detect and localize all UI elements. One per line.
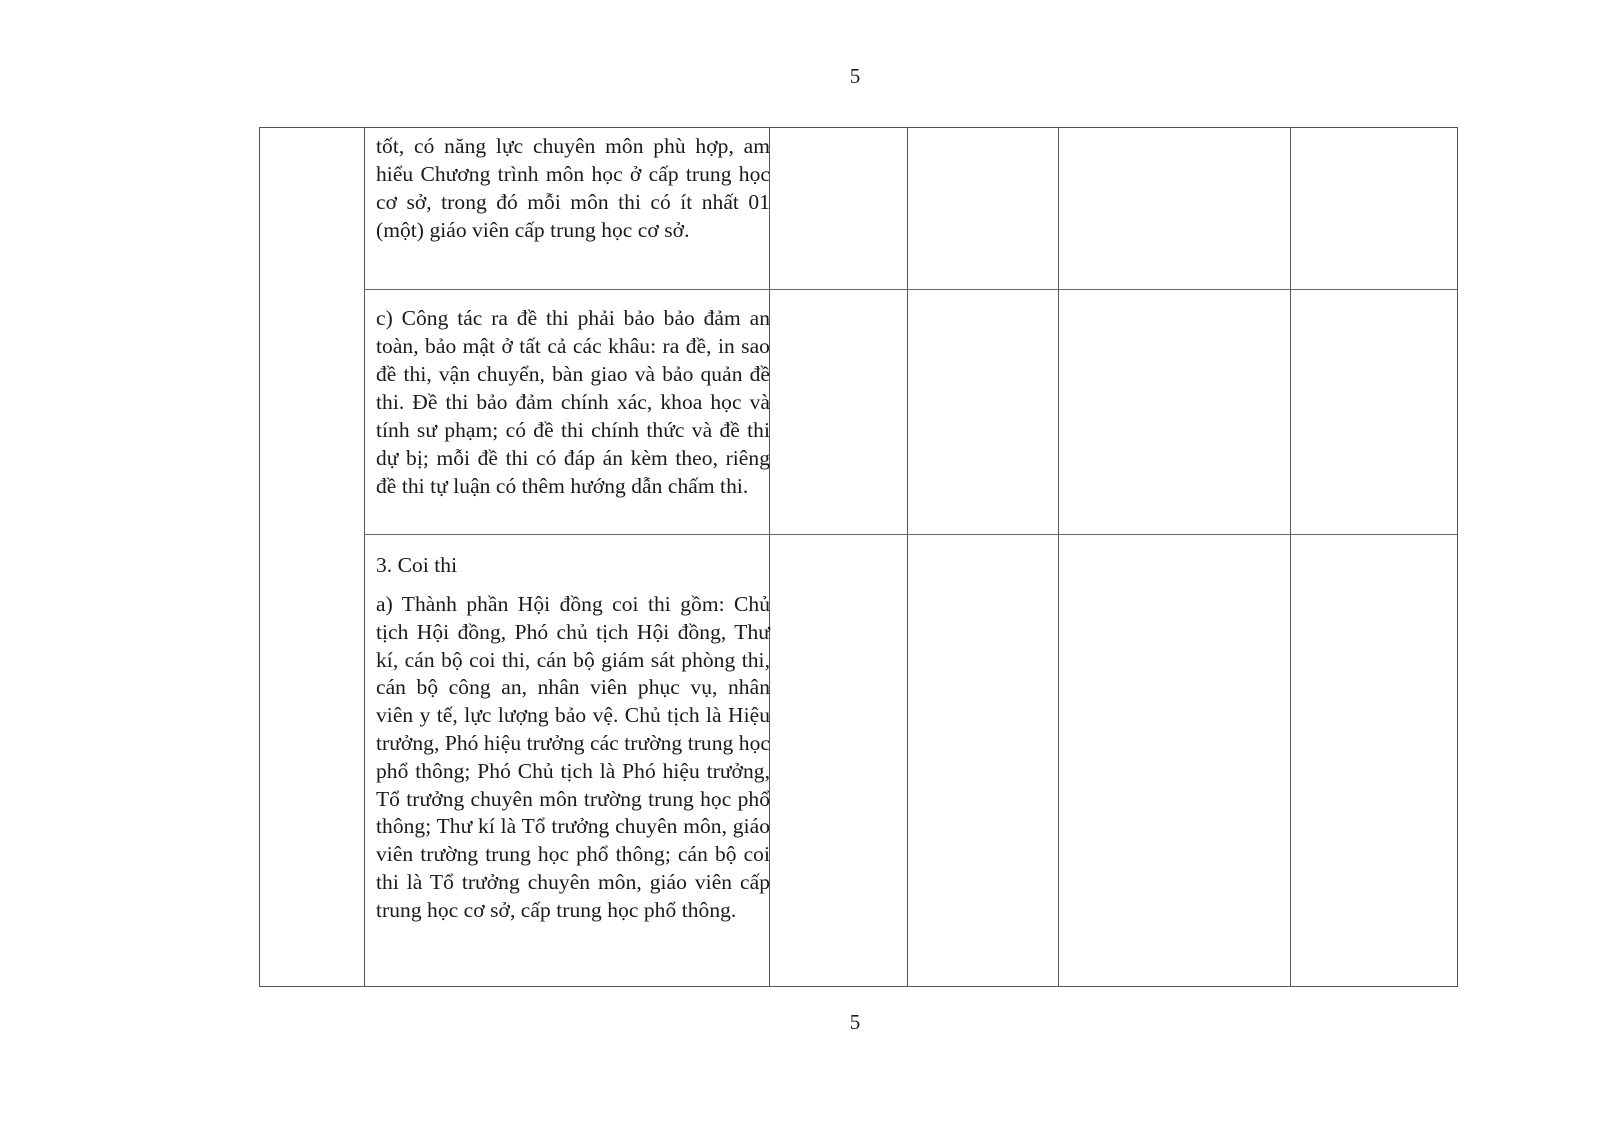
cell-paragraph: tốt, có năng lực chuyên môn phù hợp, am hiểu Chương trình môn học ở cấp trung học cơ sở, trong đó mỗi môn thi có ít nhất 01 (một) giáo viên cấp trung học cơ sở. bbox=[376, 134, 770, 242]
table-cell-row-3 bbox=[376, 551, 770, 925]
page-number-bottom: 5 bbox=[849, 1010, 861, 1034]
column-divider-1 bbox=[364, 128, 365, 986]
column-divider-3 bbox=[907, 128, 908, 986]
section-heading: 3. Coi thi bbox=[376, 553, 458, 577]
table-cell-row-2 bbox=[376, 304, 770, 500]
column-divider-5 bbox=[1290, 128, 1291, 986]
row-divider-2 bbox=[364, 534, 1457, 535]
cell-paragraph: a) Thành phần Hội đồng coi thi gồm: Chủ tịch Hội đồng, Phó chủ tịch Hội đồng, Thư kí, cán bộ coi thi, cán bộ giám sát phòng thi, cán bộ công an, nhân viên phục vụ, nhân viên y tế, lực lượng bảo vệ. Chủ tịch là Hiệu trưởng, Phó hiệu trưởng các trường trung học phổ thông; Phó Chủ tịch là Phó hiệu trưởng, Tổ trưởng chuyên môn trường trung học phổ thông; Thư kí là Tổ trưởng chuyên môn, giáo viên trường trung học phổ thông; cán bộ coi thi là Tổ trưởng chuyên môn, giáo viên cấp trung học cơ sở, cấp trung học phổ thông. bbox=[376, 592, 770, 922]
assessment-table bbox=[259, 127, 1458, 987]
table-cell-row-1 bbox=[376, 132, 770, 244]
page-number-top: 5 bbox=[849, 64, 861, 88]
row-divider-1 bbox=[364, 289, 1457, 290]
column-divider-4 bbox=[1058, 128, 1059, 986]
cell-paragraph: c) Công tác ra đề thi phải bảo bảo đảm an toàn, bảo mật ở tất cả các khâu: ra đề, in sao đề thi, vận chuyển, bàn giao và bảo quản đề thi. Đề thi bảo đảm chính xác, khoa học và tính sư phạm; có đề thi chính thức và đề thi dự bị; mỗi đề thi có đáp án kèm theo, riêng đề thi tự luận có thêm hướng dẫn chấm thi. bbox=[376, 306, 770, 498]
